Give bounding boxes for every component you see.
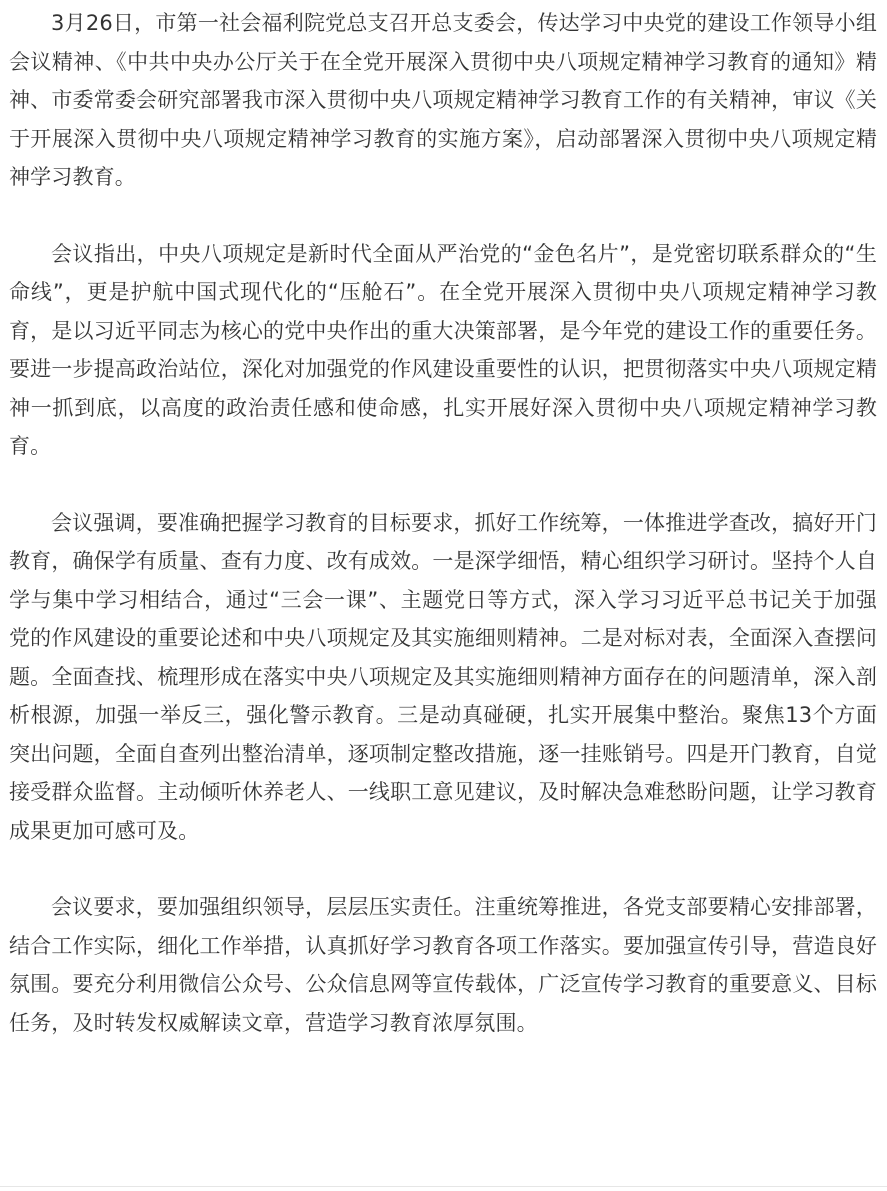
- paragraph-meeting-points: 会议指出，中央八项规定是新时代全面从严治党的“金色名片”，是党密切联系群众的“生命线”，更是护航中国式现代化的“压舱石”。在全党开展深入贯彻中央八项规定精神学习教育，是以习近平同志为核心的党中央作出的重大决策部署，是今年党的建设工作的重要任务。要进一步提高政治站位，深化对加强党的作风建设重要性的认识，把贯彻落实中央八项规定精神一抓到底，以高度的政治责任感和使命感，扎实开展好深入贯彻中央八项规定精神学习教育。: [9, 241, 877, 458]
- paragraph-meeting-summary: 3月26日，市第一社会福利院党总支召开总支委会，传达学习中央党的建设工作领导小组会议精神、《中共中央办公厅关于在全党开展深入贯彻中央八项规定精神学习教育的通知》精神、市委常委会研究部署我市深入贯彻中央八项规定精神学习教育工作的有关精神，审议《关于开展深入贯彻中央八项规定精神学习教育的实施方案》，启动部署深入贯彻中央八项规定精神学习教育。: [9, 11, 877, 189]
- paragraph-meeting-requirements: 会议要求，要加强组织领导，层层压实责任。注重统筹推进，各党支部要精心安排部署，结合工作实际，细化工作举措，认真抓好学习教育各项工作落实。要加强宣传引导，营造良好氛围。要充分利用微信公众号、公众信息网等宣传载体，广泛宣传学习教育的重要意义、目标任务，及时转发权威解读文章，营造学习教育浓厚氛围。: [9, 895, 877, 1035]
- divider: [0, 1186, 887, 1187]
- paragraph-meeting-emphasis: 会议强调，要准确把握学习教育的目标要求，抓好工作统筹，一体推进学查改，搞好开门教育，确保学有质量、查有力度、改有成效。一是深学细悟，精心组织学习研讨。坚持个人自学与集中学习相结合，通过“三会一课”、主题党日等方式，深入学习习近平总书记关于加强党的作风建设的重要论述和中央八项规定及其实施细则精神。二是对标对表，全面深入查摆问题。全面查找、梳理形成在落实中央八项规定及其实施细则精神方面存在的问题清单，深入剖析根源，加强一举反三，强化警示教育。三是动真碰硬，扎实开展集中整治。聚焦13个方面突出问题，全面自查列出整治清单，逐项制定整改措施，逐一挂账销号。四是开门教育，自觉接受群众监督。主动倾听休养老人、一线职工意见建议，及时解决急难愁盼问题，让学习教育成果更加可感可及。: [9, 510, 877, 843]
- article-body: [9, 4, 877, 1080]
